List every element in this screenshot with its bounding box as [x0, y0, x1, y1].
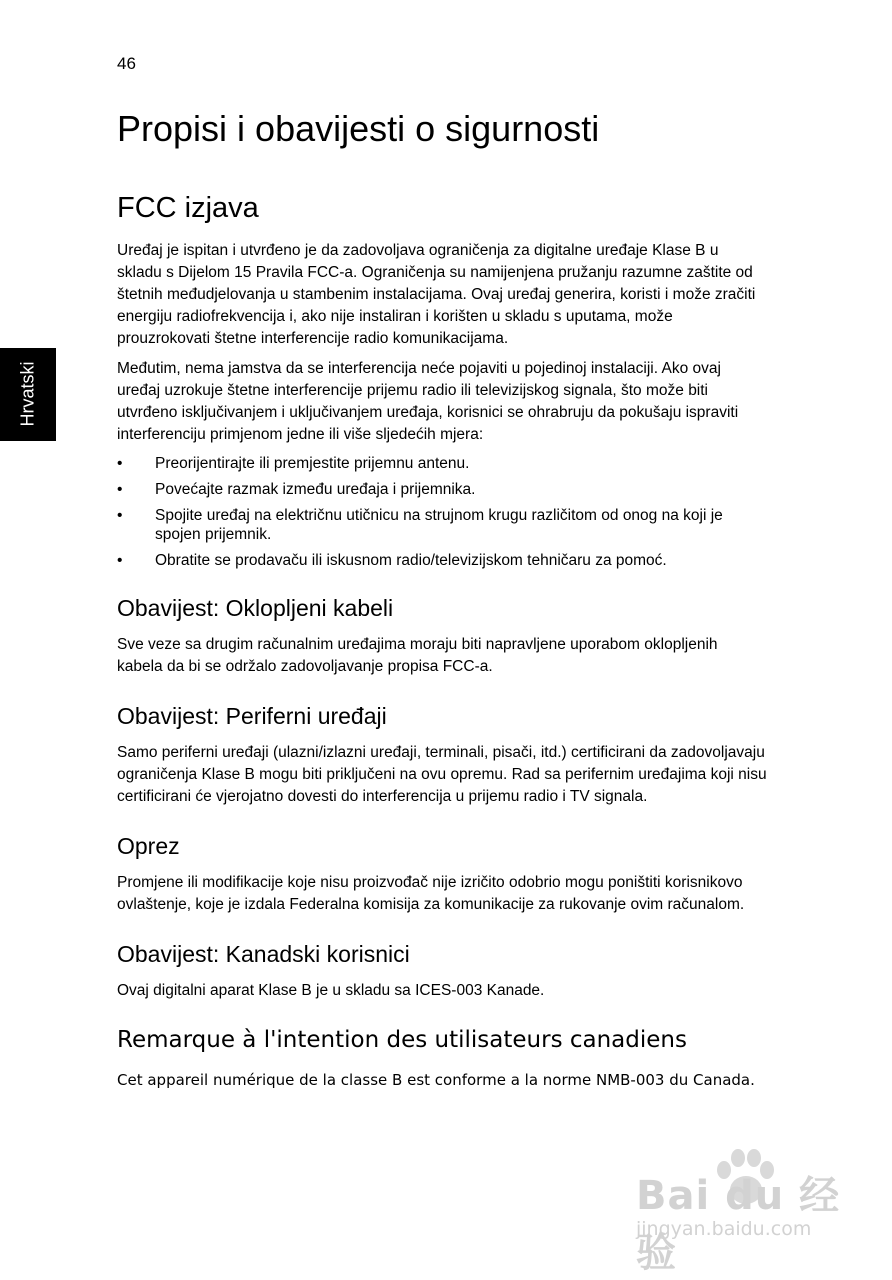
- fcc-heading: FCC izjava: [117, 192, 259, 224]
- peripheral-devices-section: [117, 700, 767, 808]
- baidu-watermark: [632, 1148, 852, 1276]
- caution-text: Promjene ili modifikacije koje nisu proizvođač nije izričito odobrio mogu poništiti korisnikovo ovlaštenje, koje je izdala Federalna komisija za komunikacije za rukovanje ovim računalom.: [117, 874, 745, 913]
- shielded-cables-section: [117, 592, 767, 678]
- watermark-url: jingyan.baidu.com: [636, 1218, 812, 1240]
- caution-section: [117, 830, 767, 916]
- canadian-users-french-section: [117, 1024, 767, 1094]
- caution-heading: Oprez: [117, 833, 180, 859]
- shielded-cables-text: Sve veze sa drugim računalnim uređajima moraju biti napravljene uporabom oklopljenih kabela da bi se održalo zadovoljavanje propisa FCC-a.: [117, 636, 718, 675]
- canadian-users-french-text: Cet appareil numérique de la classe B est conforme a la norme NMB-003 du Canada.: [117, 1071, 755, 1089]
- fcc-paragraph-2: Međutim, nema jamstva da se interferencija neće pojaviti u pojedinoj instalaciji. Ako ovaj uređaj uzrokuje štetne interferencije prijemu radio ili televizijskog signala, što može biti utvrđeno isključivanjem i uključivanjem uređaja, korisnici se ohrabruju da pokušaju ispraviti interferenciju primjenom jedne ili više sljedećih mjera:: [117, 360, 739, 443]
- fcc-paragraph-1: Uređaj je ispitan i utvrđeno je da zadovoljava ograničenja za digitalne uređaje Klase B u skladu s Dijelom 15 Pravila FCC-a. Ograničenja su namijenjena pružanju razumne zaštite od štetnih međudjelovanja u stambenim instalacijama. Ovaj uređaj generira, koristi i može zračiti energiju radiofrekvencija i, ako nije instaliran i korišten u skladu s uputama, može prouzrokovati štetne interferencije radio komunikacijama.: [117, 242, 756, 347]
- fcc-measures-list: [117, 454, 767, 570]
- peripheral-devices-text: Samo periferni uređaji (ulazni/izlazni uređaji, terminali, pisači, itd.) certificirani da zadovoljavaju ograničenja Klase B mogu biti priključeni na ovu opremu. Rad sa perifernim uređajima koji nisu certificirani će vjerojatno dovesti do interferencija u prijemu radio i TV signala.: [117, 744, 767, 805]
- fcc-section: [117, 190, 767, 570]
- side-tab-label: Hrvatski: [17, 361, 38, 427]
- list-item: • Preorijentirajte ili premjestite prijemnu antenu.: [117, 454, 767, 473]
- watermark-logo-text: Bai du 经验: [636, 1173, 841, 1276]
- page-title: Propisi i obavijesti o sigurnosti: [117, 108, 600, 149]
- shielded-cables-heading: Obavijest: Oklopljeni kabeli: [117, 595, 394, 621]
- list-item: • Obratite se prodavaču ili iskusnom radio/televizijskom tehničaru za pomoć.: [117, 551, 767, 570]
- language-side-tab: [0, 348, 56, 441]
- canadian-users-heading: Obavijest: Kanadski korisnici: [117, 941, 410, 967]
- list-item: • Povećajte razmak između uređaja i prijemnika.: [117, 480, 767, 499]
- canadian-users-section: [117, 938, 767, 1002]
- list-item: • Spojite uređaj na električnu utičnicu na strujnom krugu različitom od onog na koji je spojen prijemnik.: [117, 506, 767, 544]
- canadian-users-french-heading: Remarque à l'intention des utilisateurs canadiens: [117, 1027, 687, 1053]
- canadian-users-text: Ovaj digitalni aparat Klase B je u skladu sa ICES-003 Kanade.: [117, 982, 545, 999]
- page-number: 46: [117, 54, 136, 73]
- peripheral-devices-heading: Obavijest: Periferni uređaji: [117, 703, 387, 729]
- document-content: [117, 104, 767, 1116]
